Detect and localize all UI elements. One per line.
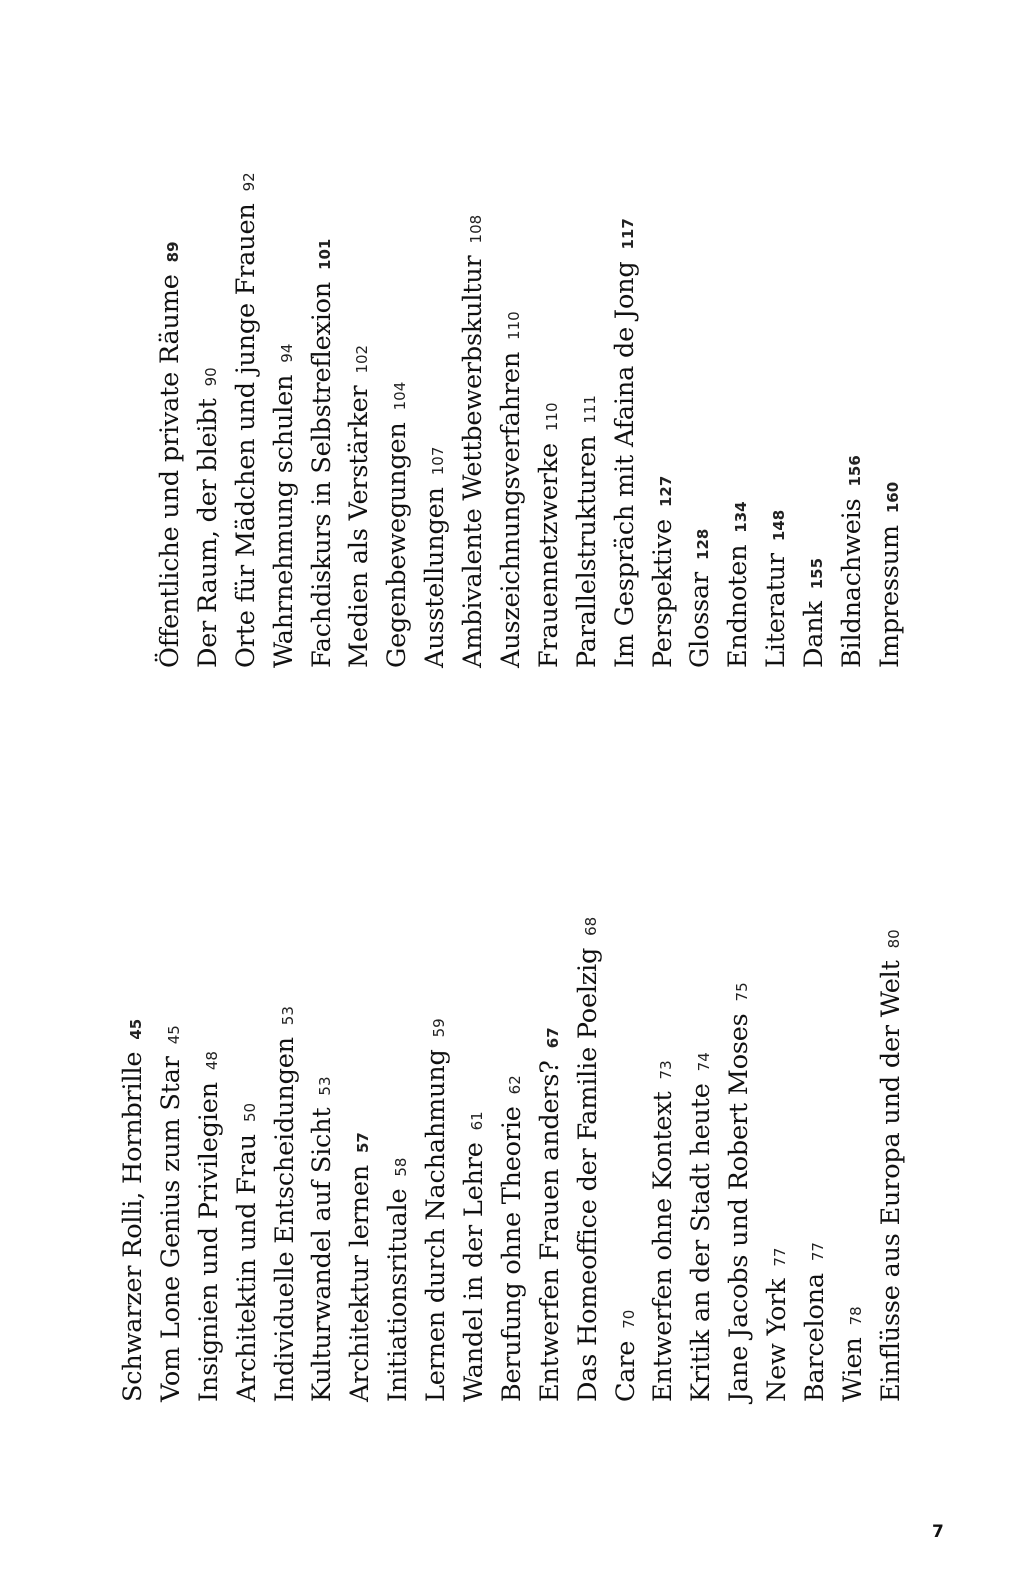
toc-entry-page-number: 45 [127,1018,145,1040]
toc-entry [532,917,570,1402]
toc-entry-title: Initiationsrituale [383,1188,414,1402]
toc-entry-title: Ambivalente Wettbewerbskultur [458,255,489,668]
toc-entry-title: Medien als Verstärker [344,385,375,668]
toc-entry-page-number: 107 [429,446,448,476]
toc-entry-page-number: 117 [618,218,637,250]
toc-entry-title: Lernen durch Nachahmung [421,1049,452,1402]
toc-entry-title: Berufung ohne Theorie [496,1106,527,1402]
toc-entry [531,172,569,668]
toc-entry [758,172,796,668]
toc-entry-page-number: 104 [391,381,410,411]
toc-entry [380,917,418,1402]
toc-entry-page-number: 108 [467,214,486,244]
toc-entry [835,917,873,1402]
toc-entry-page-number: 53 [316,1076,335,1096]
toc-entry-title: Endnoten [723,544,754,668]
toc-entry-page-number: 102 [353,344,372,374]
toc-entry-page-number: 45 [164,1025,183,1045]
toc-entry-title: Architektur lernen [345,1165,376,1402]
toc-column-right [152,172,910,668]
toc-entry [455,172,493,668]
toc-entry-title: Kulturwandel auf Sicht [307,1107,338,1402]
toc-entry-page-number: 77 [809,1242,828,1262]
toc-entry-title: Barcelona [800,1273,831,1402]
toc-entry-title: Perspektive [647,519,678,668]
toc-entry [645,172,683,668]
toc-entry [379,172,417,668]
toc-entry [607,172,645,668]
toc-entry [418,917,456,1402]
toc-entry [682,172,720,668]
toc-entry-page-number: 110 [542,402,561,432]
toc-entry-page-number: 134 [732,501,751,533]
toc-entry [228,172,266,668]
toc-entry-page-number: 128 [694,528,713,560]
toc-entry [153,917,191,1402]
toc-entry-page-number: 59 [430,1018,449,1038]
toc-entry-title: Wandel in der Lehre [459,1142,490,1402]
toc-entry-page-number: 160 [883,481,902,514]
toc-entry-page-number: 89 [164,241,182,263]
toc-entry [267,917,305,1402]
toc-entry-page-number: 62 [505,1075,524,1095]
toc-entry-title: Auszeichnungsverfahren [496,351,527,668]
toc-entry-page-number: 111 [580,395,599,424]
toc-entry-title: Der Raum, der bleibt [192,398,223,668]
toc-entry [493,172,531,668]
toc-entry [190,172,228,668]
toc-entry-title: Insignien und Privilegien [193,1082,224,1402]
toc-entry [342,917,380,1402]
toc-entry-page-number: 75 [733,982,752,1002]
toc-entry-page-number: 94 [277,343,296,363]
toc-entry-title: Dank [799,601,830,668]
toc-entry-title: Ausstellungen [420,487,451,668]
toc-entry [304,172,342,668]
toc-entry [759,917,797,1402]
toc-entry-page-number: 67 [543,1027,562,1049]
toc-entry-page-number: 110 [505,311,524,340]
toc-entry-title: Entwerfen ohne Kontext [648,1091,679,1402]
toc-entry [569,172,607,668]
toc-entry [191,917,229,1402]
page-number: 7 [932,1522,944,1542]
toc-entry-page-number: 73 [657,1060,676,1080]
toc-entry [721,917,759,1402]
toc-entry-title: Impressum [874,525,905,668]
toc-entry-title: New York [762,1278,793,1402]
toc-entry-title: Fachdiskurs in Selbstreflexion [306,281,337,668]
toc-entry-title: Jane Jacobs und Robert Moses [724,1013,755,1402]
toc-entry-page-number: 58 [392,1157,411,1177]
toc-entry-page-number: 156 [846,455,865,487]
toc-entry [720,172,758,668]
toc-entry-page-number: 78 [846,1306,865,1326]
toc-entry-title: Architektin und Frau [231,1134,262,1402]
toc-entry-page-number: 50 [240,1102,259,1123]
toc-entry-title: Frauennetzwerke [533,443,564,668]
toc-entry-title: Wahrnehmung schulen [268,374,299,668]
toc-column-left [115,917,911,1402]
toc-entry-title: Parallelstrukturen [571,435,602,668]
toc-entry [229,917,267,1402]
toc-entry [873,917,911,1402]
toc-entry [834,172,872,668]
toc-entry-page-number: 61 [468,1111,487,1131]
toc-entry [645,917,683,1402]
toc-entry [304,917,342,1402]
toc-entry-page-number: 92 [239,172,258,192]
toc-entry-page-number: 48 [202,1051,221,1071]
toc-entry-title: Öffentliche und private Räume [155,274,185,668]
toc-entry-page-number: 148 [770,509,789,542]
toc-entry-page-number: 155 [808,557,827,590]
toc-entry-page-number: 70 [619,1309,638,1329]
toc-entry-title: Kritik an der Stadt heute [686,1083,717,1402]
toc-entry-title: Wien [837,1337,868,1402]
toc-entry-title: Orte für Mädchen und junge Frauen [230,203,261,668]
toc-entry-title: Das Homeoffice der Familie Poelzig [572,947,603,1402]
toc-entry [456,917,494,1402]
toc-entry-page-number: 57 [354,1132,373,1153]
toc-entry-title: Entwerfen Frauen anders? [534,1060,565,1402]
toc-entry-page-number: 90 [201,367,220,387]
toc-entry-title: Einflüsse aus Europa und der Welt [875,960,906,1402]
toc-entry [152,172,190,668]
toc-entry-title: Literatur [761,553,792,668]
toc-entry-page-number: 77 [771,1247,790,1267]
toc-entry [872,172,910,668]
toc-entry [266,172,304,668]
toc-entry [796,172,834,668]
toc-entry [494,917,532,1402]
toc-entry-page-number: 53 [278,1006,297,1026]
toc-entry-page-number: 80 [884,929,903,949]
toc-entry [608,917,646,1402]
toc-entry-page-number: 101 [315,238,334,270]
toc-entry-title: Bildnachweis [837,498,868,668]
toc-entry [683,917,721,1402]
toc-entry-title: Im Gespräch mit Afaina de Jong [609,261,640,668]
toc-entry-page-number: 68 [581,916,600,936]
toc-entry-title: Glossar [685,571,716,668]
toc-entry-title: Individuelle Entscheidungen [269,1037,300,1402]
toc-entry [341,172,379,668]
toc-entry-page-number: 127 [656,475,675,508]
toc-entry [570,917,608,1402]
toc-entry-title: Schwarzer Rolli, Hornbrille [118,1051,148,1402]
toc-entry-title: Gegenbewegungen [382,422,413,668]
toc-entry [417,172,455,668]
toc-entry-title: Care [610,1340,641,1402]
toc-entry-title: Vom Lone Genius zum Star [155,1056,186,1402]
toc-entry [797,917,835,1402]
toc-entry-page-number: 74 [695,1052,714,1072]
toc-entry [115,917,153,1402]
